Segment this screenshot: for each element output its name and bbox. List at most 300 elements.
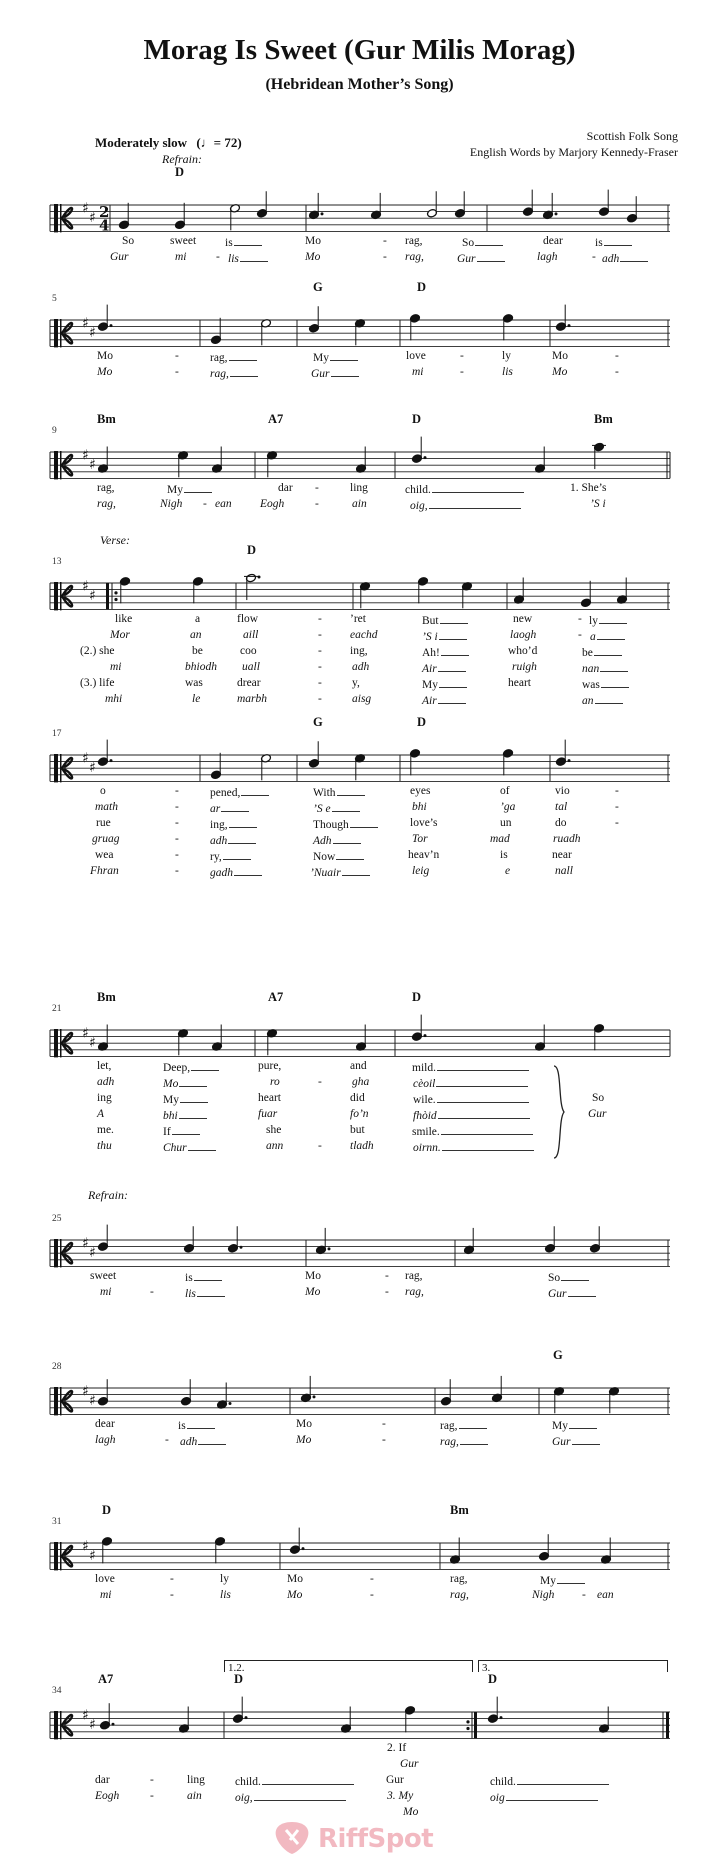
lyric-syllable: - (370, 1573, 374, 1585)
volta-label: 3. (482, 1662, 491, 1674)
lyric-syllable: a (590, 629, 625, 643)
note (233, 1697, 248, 1724)
lyric-syllable: is (500, 849, 508, 861)
measure-number: 21 (52, 1004, 62, 1014)
lyric-syllable: - (615, 785, 619, 797)
lyric-syllable: fhòid (413, 1108, 530, 1122)
note (217, 1383, 232, 1410)
lyric-syllable: rag, (97, 482, 115, 494)
lyric-syllable: mi (100, 1286, 112, 1298)
lyric-syllable: - (615, 817, 619, 829)
note (355, 319, 366, 346)
melisma-line (234, 865, 262, 876)
note (355, 754, 366, 781)
volta-bracket (224, 1660, 473, 1672)
chord-symbol: D (412, 412, 422, 426)
note (98, 1225, 109, 1252)
lyric-syllable: Mo (305, 1270, 321, 1282)
lyric-syllable: is (595, 235, 632, 249)
svg-text:♯: ♯ (89, 1393, 96, 1410)
melisma-line (604, 235, 632, 246)
lyric-syllable: - (582, 1589, 586, 1601)
lyric-syllable: ro (270, 1076, 280, 1088)
lyric-syllable: - (318, 661, 322, 673)
lyric-syllable: rag, (405, 235, 423, 247)
lyric-syllable: Mo (305, 251, 321, 263)
lyric-syllable: Mo (305, 1286, 321, 1298)
lyric-syllable: - (165, 1434, 169, 1446)
lyric-syllable: Mo (287, 1589, 303, 1601)
lyric-syllable: mad (490, 833, 510, 845)
lyric-syllable: love (406, 350, 426, 362)
final-barline (666, 1712, 669, 1738)
svg-text:♯: ♯ (82, 1538, 89, 1555)
lyric-syllable: - (615, 350, 619, 362)
svg-text:♯: ♯ (82, 1707, 89, 1724)
note (535, 1025, 546, 1052)
lyric-syllable: - (318, 1140, 322, 1152)
key-signature-sharps-icon (82, 1025, 96, 1051)
melisma-line (595, 693, 623, 704)
svg-text:♯: ♯ (89, 1245, 96, 1262)
lyric-syllable: So (592, 1092, 605, 1104)
note (535, 447, 546, 474)
lyric-syllable: ing, (350, 645, 368, 657)
lyric-syllable: near (552, 849, 572, 861)
lyric-syllable: - (318, 645, 322, 657)
melisma-line (342, 865, 370, 876)
lyric-syllable: - (175, 350, 179, 362)
lyric-syllable: - (318, 677, 322, 689)
lyric-syllable: aill (243, 629, 259, 641)
lyric-syllable: be (192, 645, 203, 657)
lyric-syllable: adh (180, 1434, 226, 1448)
melisma-line (188, 1140, 216, 1151)
chord-symbol: D (412, 990, 422, 1004)
lyric-syllable: - (383, 235, 387, 247)
melisma-line (179, 1076, 207, 1087)
lyric-syllable: be (582, 645, 622, 659)
lyric-syllable: - (175, 833, 179, 845)
lyric-syllable: - (150, 1790, 154, 1802)
lyric-syllable: rag, (440, 1418, 487, 1432)
lyric-syllable: oig, (410, 498, 521, 512)
lyric-syllable: 1. She’s (570, 482, 607, 494)
lyric-syllable: - (175, 785, 179, 797)
lyric-syllable: Adh (313, 833, 361, 847)
lyric-syllable: Mo (552, 366, 568, 378)
tempo-text: Moderately slow (95, 135, 188, 150)
lyric-syllable: Mor (110, 629, 130, 641)
lyric-syllable: Ah! (422, 645, 469, 659)
chord-symbol: A7 (98, 1672, 114, 1686)
lyric-syllable: smile. (412, 1124, 533, 1138)
melisma-line (569, 1418, 597, 1429)
lyric-syllable: ly (502, 350, 511, 362)
lyric-syllable: - (578, 613, 582, 625)
chord-symbol: G (313, 280, 323, 294)
note (441, 1379, 452, 1406)
lyric-brace-icon (552, 1064, 582, 1164)
lyricist-credit: English Words by Marjory Kennedy-Fraser (469, 145, 678, 159)
key-signature-sharps-icon (82, 315, 96, 341)
chord-symbol: Bm (97, 990, 116, 1004)
note (230, 204, 241, 231)
note (261, 319, 272, 346)
tempo-marking (95, 135, 242, 151)
lyric-syllable: oig, (235, 1790, 346, 1804)
lyric-syllable: Air (422, 693, 466, 707)
melisma-line (187, 1418, 215, 1429)
lyric-syllable: eachd (350, 629, 378, 641)
svg-text:♯: ♯ (82, 1235, 89, 1252)
note (556, 740, 571, 767)
lyric-syllable: pure, (258, 1060, 282, 1072)
note (627, 196, 638, 223)
note (356, 447, 367, 474)
note (360, 582, 371, 609)
tempo-bpm: = 72) (213, 135, 242, 150)
chord-symbol: A7 (268, 412, 284, 426)
lyric-syllable: wea (95, 849, 114, 861)
lyric-syllable: - (460, 366, 464, 378)
lyric-syllable: leig (412, 865, 430, 877)
lyric-syllable: 3. My (387, 1790, 414, 1802)
melisma-line (438, 1108, 530, 1119)
melisma-line (191, 1060, 219, 1071)
note (556, 305, 571, 332)
lyric-syllable: o (100, 785, 106, 797)
melisma-line (439, 629, 467, 640)
lyric-syllable: child. (405, 482, 524, 496)
lyric-syllable: Deep, (163, 1060, 219, 1074)
lyric-syllable: pened, (210, 785, 269, 799)
note (464, 1228, 475, 1255)
melisma-line (460, 1434, 488, 1445)
measure-number: 9 (52, 426, 57, 436)
melisma-line (241, 785, 269, 796)
lyric-syllable: ar (210, 801, 249, 815)
chord-symbol: Bm (594, 412, 613, 426)
lyric-syllable: a (195, 613, 201, 625)
lyric-syllable: lagh (95, 1434, 116, 1446)
lyric-syllable: fo’n (350, 1108, 369, 1120)
note (267, 1029, 278, 1056)
lyric-syllable: sweet (90, 1270, 117, 1282)
chord-symbol: D (488, 1672, 498, 1686)
melisma-line (561, 1270, 589, 1281)
melisma-line (223, 849, 251, 860)
lyric-syllable: ’ret (350, 613, 366, 625)
lyric-syllable: Gur (400, 1758, 419, 1770)
melisma-line (333, 833, 361, 844)
lyric-syllable: did (350, 1092, 365, 1104)
svg-text:4: 4 (99, 216, 110, 235)
lyric-syllable: Mo (403, 1806, 419, 1818)
melisma-line (330, 350, 358, 361)
melisma-line (597, 629, 625, 640)
lyric-syllable: rag, (450, 1573, 468, 1585)
lyric-syllable: adh (352, 661, 370, 673)
lyric-syllable: ’ga (500, 801, 516, 813)
melisma-line (432, 482, 524, 493)
chord-symbol: D (102, 1503, 112, 1517)
note (514, 578, 525, 605)
note (179, 1707, 190, 1734)
lyric-syllable: - (460, 350, 464, 362)
lyric-syllable: is (185, 1270, 222, 1284)
melisma-line (230, 366, 258, 377)
lyric-syllable: (3.) life (80, 677, 115, 689)
measure-number: 13 (52, 557, 62, 567)
svg-text:♯: ♯ (82, 200, 89, 217)
melisma-line (180, 1092, 208, 1103)
lyric-syllable: mi (100, 1589, 112, 1601)
melisma-line (441, 645, 469, 656)
lyric-syllable: Mo (296, 1418, 312, 1430)
lyric-syllable: - (216, 251, 220, 263)
melisma-line (438, 693, 466, 704)
lyric-syllable: me. (97, 1124, 114, 1136)
note (341, 1707, 352, 1734)
lyric-syllable: like (115, 613, 133, 625)
lyric-syllable: love (95, 1573, 115, 1585)
lyric-syllable: un (500, 817, 512, 829)
note (523, 190, 534, 217)
note (212, 1025, 223, 1052)
lyric-syllable: - (318, 693, 322, 705)
melisma-line (572, 1434, 600, 1445)
note (178, 1029, 189, 1056)
chord-symbol: D (417, 280, 427, 294)
lyric-syllable: gha (352, 1076, 370, 1088)
volta-bracket (478, 1660, 668, 1672)
lyric-syllable: Mo (552, 350, 568, 362)
lyric-syllable: was (185, 677, 203, 689)
key-signature-sharps-icon (82, 1707, 96, 1733)
lyric-syllable: lis (185, 1286, 225, 1300)
lyric-syllable: sweet (170, 235, 197, 247)
lyric-syllable: My (422, 677, 467, 691)
lyric-syllable: - (170, 1589, 174, 1601)
lyric-syllable: Mo (287, 1573, 303, 1585)
lyric-syllable: - (315, 482, 319, 494)
lyric-syllable: - (203, 498, 207, 510)
lyric-syllable: cèoil (413, 1076, 528, 1090)
note (412, 1015, 427, 1042)
note (599, 190, 610, 217)
lyric-syllable: mi (412, 366, 424, 378)
note (412, 437, 427, 464)
lyric-syllable: y, (352, 677, 360, 689)
melisma-line (437, 1060, 529, 1071)
lyric-syllable: ’S e (313, 801, 360, 815)
melisma-line (194, 1270, 222, 1281)
tempo-open: ( (196, 135, 201, 150)
lyric-syllable: who’d (508, 645, 538, 657)
lyric-syllable: ’Nuair (310, 865, 370, 879)
melisma-line (240, 251, 268, 262)
lyric-syllable: - (385, 1270, 389, 1282)
lyric-syllable: dar (95, 1774, 110, 1786)
lyric-syllable: - (318, 613, 322, 625)
note (178, 451, 189, 478)
note (356, 1025, 367, 1052)
lyric-syllable: Gur (548, 1286, 596, 1300)
lyric-syllable: - (383, 251, 387, 263)
svg-text:♯: ♯ (89, 1717, 96, 1734)
lyric-syllable: - (175, 865, 179, 877)
note (98, 447, 109, 474)
lyric-syllable: heart (508, 677, 531, 689)
key-signature-sharps-icon (82, 1383, 96, 1409)
lyric-syllable: gruag (92, 833, 120, 845)
lyric-syllable: an (582, 693, 623, 707)
lyric-syllable: - (175, 817, 179, 829)
lyric-syllable: Though (313, 817, 378, 831)
lyric-syllable: - (382, 1418, 386, 1430)
lyric-syllable: marbh (237, 693, 268, 705)
note (492, 1376, 503, 1403)
lyric-syllable: le (192, 693, 201, 705)
song-title: Morag Is Sweet (Gur Milis Morag) (143, 34, 576, 66)
lyric-syllable: Air (422, 661, 466, 675)
lyric-syllable: My (540, 1573, 585, 1587)
lyric-syllable: tal (555, 801, 568, 813)
lyric-syllable: My (552, 1418, 597, 1432)
lyric-syllable: uall (242, 661, 260, 673)
lyric-syllable: child. (490, 1774, 609, 1788)
lyric-syllable: Eogh (260, 498, 285, 510)
melisma-line (179, 1108, 207, 1119)
melisma-line (594, 645, 622, 656)
lyric-syllable: dear (543, 235, 563, 247)
lyric-syllable: love’s (410, 817, 438, 829)
lyric-syllable: ain (187, 1790, 202, 1802)
melisma-line (229, 350, 257, 361)
note (211, 318, 222, 345)
melisma-line (337, 785, 365, 796)
melisma-line (262, 1774, 354, 1785)
lyric-syllable: lis (502, 366, 513, 378)
lyric-syllable: A (97, 1108, 105, 1120)
lyric-syllable: is (178, 1418, 215, 1432)
lyric-syllable: Gur (311, 366, 359, 380)
lyric-syllable: rag, (97, 498, 116, 510)
melisma-line (568, 1286, 596, 1297)
svg-text:♯: ♯ (82, 1383, 89, 1400)
lyric-syllable: ly (220, 1573, 229, 1585)
melisma-line (599, 613, 627, 624)
lyric-syllable: aisg (352, 693, 372, 705)
volta-label: 1.2. (228, 1662, 245, 1674)
svg-text:♯: ♯ (82, 1025, 89, 1042)
lyric-syllable: fuar (258, 1108, 278, 1120)
lyric-syllable: mhi (105, 693, 123, 705)
lyric-syllable: Gur (588, 1108, 607, 1120)
lyric-syllable: ruadh (553, 833, 581, 845)
lyric-syllable: Gur (110, 251, 129, 263)
lyric-syllable: laogh (510, 629, 537, 641)
melisma-line (331, 366, 359, 377)
riffspot-logo (272, 1820, 452, 1856)
note (261, 754, 272, 781)
lyric-syllable: ean (215, 498, 232, 510)
lyric-syllable: - (615, 366, 619, 378)
chord-symbol: G (313, 715, 323, 729)
chord-symbol: D (234, 1672, 244, 1686)
lyric-syllable: rag, (405, 251, 424, 263)
svg-text:♯: ♯ (82, 447, 89, 464)
melisma-line (234, 235, 262, 246)
lyric-syllable: nall (555, 865, 573, 877)
lyric-syllable: - (315, 498, 319, 510)
lyric-syllable: vio (555, 785, 570, 797)
lyric-syllable: dear (95, 1418, 115, 1430)
key-signature-sharps-icon (82, 1538, 96, 1564)
note (462, 582, 473, 609)
melisma-line (442, 1140, 534, 1151)
lyric-syllable: adh (210, 833, 256, 847)
lyric-syllable: Mo (97, 366, 113, 378)
measure-number: 28 (52, 1362, 62, 1372)
time-signature-icon (99, 203, 109, 234)
lyric-syllable: math (95, 801, 118, 813)
lyric-syllable: Fhran (90, 865, 119, 877)
lyric-syllable: but (350, 1124, 365, 1136)
lyric-syllable: Mo (296, 1434, 312, 1446)
staff-system (0, 1682, 719, 1762)
lyric-syllable: - (592, 251, 596, 263)
lyric-syllable: Gur (386, 1774, 404, 1786)
lyric-syllable: - (170, 1573, 174, 1585)
key-signature-sharps-icon (82, 200, 96, 226)
measure-number: 31 (52, 1517, 62, 1527)
svg-text:♯: ♯ (89, 457, 96, 474)
refrain-label-2: Refrain: (88, 1188, 128, 1202)
note (267, 451, 278, 478)
note (119, 203, 130, 230)
lyric-syllable: - (578, 629, 582, 641)
brand-name: RiffSpot (318, 1824, 434, 1854)
melisma-line (228, 833, 256, 844)
note (617, 578, 628, 605)
note (301, 1376, 316, 1403)
note (98, 1025, 109, 1052)
melisma-line (197, 1286, 225, 1297)
lyric-syllable: eyes (410, 785, 431, 797)
melisma-line (600, 661, 628, 672)
melisma-line (557, 1573, 585, 1584)
svg-text:2: 2 (99, 203, 110, 222)
lyric-syllable: Gur (552, 1434, 600, 1448)
lyric-syllable: So (548, 1270, 589, 1284)
lyric-syllable: Mo (305, 235, 321, 247)
lyric-syllable: rag, (450, 1589, 469, 1601)
lyric-syllable: is (225, 235, 262, 249)
lyric-syllable: e (505, 865, 511, 877)
lyric-syllable: - (370, 1589, 374, 1601)
lyric-syllable: - (615, 801, 619, 813)
lyric-syllable: child. (235, 1774, 354, 1788)
note (98, 1379, 109, 1406)
lyric-syllable: mi (110, 661, 122, 673)
lyric-syllable: ann (266, 1140, 284, 1152)
melisma-line (477, 251, 505, 262)
lyric-syllable: of (500, 785, 510, 797)
lyric-syllable: bhi (412, 801, 427, 813)
lyric-syllable: ly (589, 613, 627, 627)
